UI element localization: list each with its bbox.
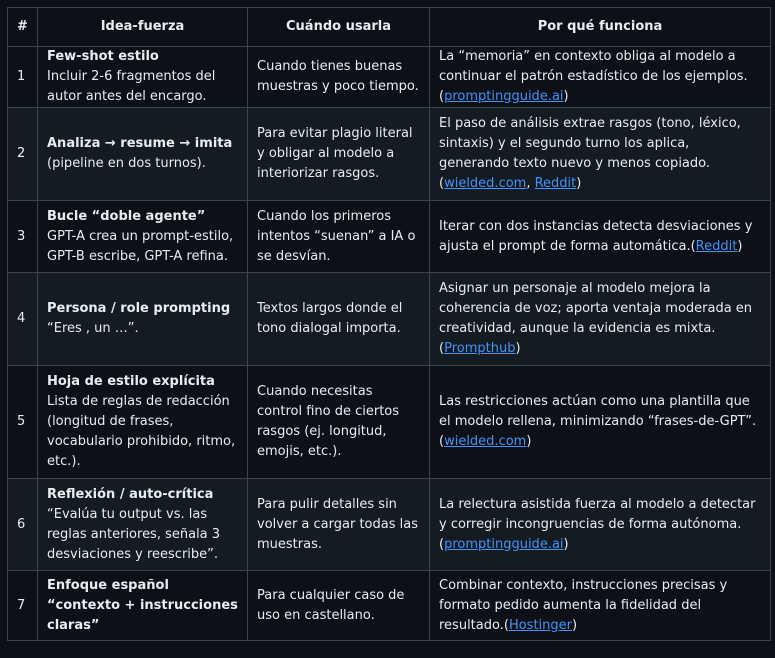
idea-description: Lista de reglas de redacción (longitud de frases, vocabulario prohibido, ritmo, etc.). (47, 394, 236, 469)
idea-title: Bucle “doble agente” (47, 208, 206, 224)
why-cell (430, 47, 771, 108)
why-cell (430, 479, 771, 571)
why-text: La relectura asistida fuerza al modelo a detectar y corregir incongruencias de forma autónoma. ( (439, 496, 756, 552)
idea-table (7, 7, 771, 641)
why-tail: ) (515, 341, 521, 356)
header-num: # (8, 8, 38, 47)
table-row (8, 201, 771, 273)
why-cell (430, 366, 771, 479)
table-row (8, 273, 771, 366)
source-link[interactable]: wielded.com (444, 176, 527, 191)
row-number: 4 (8, 273, 38, 366)
table-header (8, 8, 771, 47)
why-tail: ) (737, 238, 743, 254)
idea-cell (38, 201, 248, 273)
link-separator: , (526, 176, 535, 191)
idea-title: Reflexión / auto-crítica (47, 486, 214, 502)
header-when: Cuándo usarla (248, 8, 430, 47)
why-tail: ) (576, 176, 582, 191)
why-text: La “memoria” en contexto obliga al modelo a continuar el patrón estadístico de los ejemplos. ( (439, 49, 748, 104)
why-cell (430, 108, 771, 201)
source-link[interactable]: Reddit (695, 238, 738, 254)
idea-title: Few-shot estilo (47, 49, 159, 64)
source-link[interactable]: Prompthub (444, 341, 516, 356)
why-tail: ) (563, 89, 569, 104)
idea-description: Incluir 2-6 fragmentos del autor antes del encargo. (47, 69, 216, 104)
source-link[interactable]: promptingguide.ai (444, 536, 564, 552)
when-cell: Cuando los primeros intentos “suenan” a IA o se desvían. (248, 201, 430, 273)
when-cell: Cuando necesitas control fino de ciertos rasgos (ej. longitud, emojis, etc.). (248, 366, 430, 479)
idea-description: “Eres , un …”. (47, 321, 139, 336)
when-cell: Para cualquier caso de uso en castellano. (248, 571, 430, 641)
header-idea: Idea-fuerza (38, 8, 248, 47)
source-link[interactable]: promptingguide.ai (444, 89, 564, 104)
header-row (8, 8, 771, 47)
why-text: El paso de análisis extrae rasgos (tono, léxico, sintaxis) y el segundo turno los aplica, generando texto nuevo y menos copiado. ( (439, 116, 741, 191)
idea-title: Hoja de estilo explícita (47, 374, 215, 389)
idea-description: GPT-A crea un prompt-estilo, GPT-B escribe, GPT-A refina. (47, 228, 234, 264)
why-cell (430, 201, 771, 273)
table-row (8, 366, 771, 479)
table-container (7, 7, 771, 641)
idea-description: “Evalúa tu output vs. las reglas anteriores, señala 3 desviaciones y reescribe”. (47, 506, 221, 562)
table-row (8, 571, 771, 641)
idea-cell (38, 273, 248, 366)
row-number: 2 (8, 108, 38, 201)
idea-description: (pipeline en dos turnos). (47, 156, 206, 171)
row-number: 7 (8, 571, 38, 641)
idea-title: Enfoque español “contexto + instrucciones claras” (47, 577, 238, 633)
why-cell (430, 273, 771, 366)
source-link[interactable]: Hostinger (508, 617, 572, 633)
why-text: Iterar con dos instancias detecta desviaciones y ajusta el prompt de forma automática.( (439, 218, 753, 254)
source-link[interactable]: wielded.com (444, 434, 527, 449)
why-text: Asignar un personaje al modelo mejora la coherencia de voz; aporta ventaja moderada en creatividad, aunque la evidencia es mixta. ( (439, 281, 753, 356)
when-cell: Para evitar plagio literal y obligar al modelo a interiorizar rasgos. (248, 108, 430, 201)
row-number: 5 (8, 366, 38, 479)
row-number: 1 (8, 47, 38, 108)
table-body (8, 47, 771, 641)
when-cell: Cuando tienes buenas muestras y poco tiempo. (248, 47, 430, 108)
idea-cell (38, 479, 248, 571)
table-row (8, 47, 771, 108)
idea-title: Analiza → resume → imita (47, 136, 233, 151)
why-tail: ) (571, 617, 578, 633)
idea-title: Persona / role prompting (47, 301, 231, 316)
why-tail: ) (563, 536, 569, 552)
table-row (8, 108, 771, 201)
header-why: Por qué funciona (430, 8, 771, 47)
idea-cell (38, 366, 248, 479)
row-number: 6 (8, 479, 38, 571)
why-text: Las restricciones actúan como una plantilla que el modelo rellena, minimizando “frases-de-GPT”. ( (439, 394, 757, 449)
source-link[interactable]: Reddit (534, 176, 577, 191)
idea-cell (38, 108, 248, 201)
idea-cell (38, 47, 248, 108)
row-number: 3 (8, 201, 38, 273)
why-text: Combinar contexto, instrucciones precisas y formato pedido aumenta la fidelidad del resultado.( (439, 577, 728, 633)
when-cell: Para pulir detalles sin volver a cargar todas las muestras. (248, 479, 430, 571)
table-row (8, 479, 771, 571)
when-cell: Textos largos donde el tono dialogal importa. (248, 273, 430, 366)
why-cell (430, 571, 771, 641)
idea-cell (38, 571, 248, 641)
why-tail: ) (526, 434, 532, 449)
